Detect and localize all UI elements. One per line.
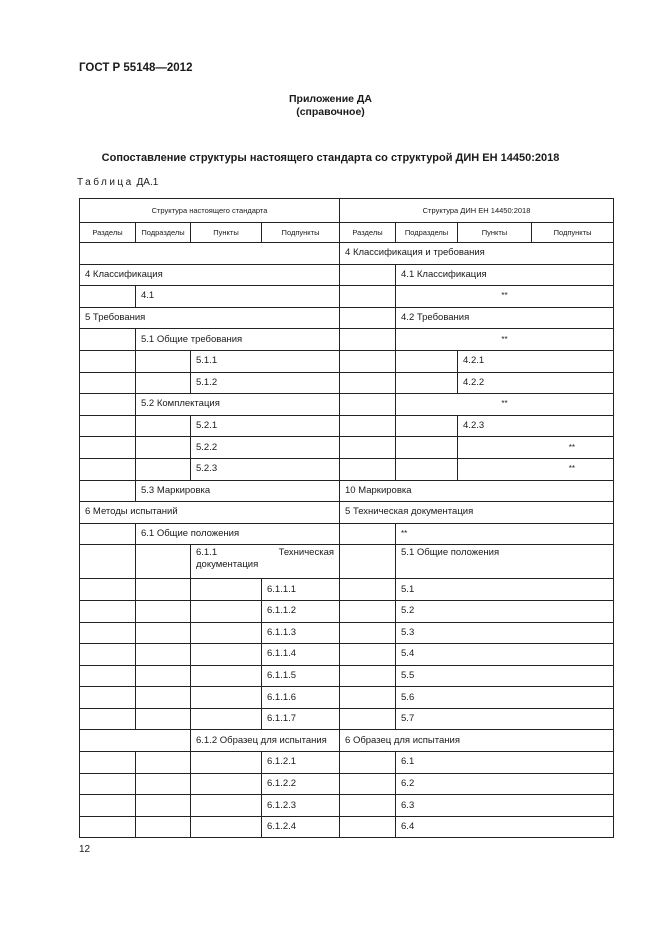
- empty-cell: [396, 437, 458, 459]
- table-row: [80, 307, 614, 329]
- empty-cell: [136, 773, 191, 795]
- right-structure-cell: 5.2: [396, 600, 614, 622]
- empty-cell: [80, 752, 136, 774]
- left-structure-cell: 5.1.1: [191, 350, 340, 372]
- empty-cell: [191, 816, 262, 838]
- right-structure-cell: **: [396, 523, 614, 545]
- empty-cell: [136, 644, 191, 666]
- left-structure-cell: 6.1.1.4: [262, 644, 340, 666]
- table-row: [80, 545, 614, 579]
- right-structure-cell: 5.5: [396, 665, 614, 687]
- left-structure-cell: 6.1.2.4: [262, 816, 340, 838]
- empty-cell: [340, 687, 396, 709]
- table-row: [80, 437, 614, 459]
- empty-cell: [340, 795, 396, 817]
- left-structure-cell: 6.1.2 Образец для испытания: [191, 730, 340, 752]
- empty-cell: [191, 752, 262, 774]
- empty-cell: [80, 665, 136, 687]
- right-structure-cell: 6 Образец для испытания: [340, 730, 614, 752]
- empty-cell: [340, 350, 396, 372]
- table-row: [80, 243, 614, 265]
- left-structure-cell: 6.1.1.5: [262, 665, 340, 687]
- empty-cell: [80, 437, 136, 459]
- empty-cell: [191, 665, 262, 687]
- table-row: [80, 523, 614, 545]
- col-subclauses-left: Подпункты: [262, 223, 340, 243]
- empty-cell: [80, 415, 136, 437]
- empty-cell: [191, 579, 262, 601]
- empty-cell: [191, 622, 262, 644]
- table-row: [80, 372, 614, 394]
- empty-cell: [340, 752, 396, 774]
- table-row: [80, 502, 614, 524]
- empty-cell: [136, 372, 191, 394]
- left-structure-cell: 6.1.2.3: [262, 795, 340, 817]
- empty-cell: [136, 665, 191, 687]
- right-structure-cell: 5.4: [396, 644, 614, 666]
- table-row: [80, 394, 614, 416]
- left-structure-cell: 4.1: [136, 286, 340, 308]
- empty-cell: [340, 708, 396, 730]
- right-structure-cell: 5.7: [396, 708, 614, 730]
- empty-cell: [136, 458, 191, 480]
- empty-cell: [136, 415, 191, 437]
- right-structure-cell: 4.2 Требования: [396, 307, 614, 329]
- table-subheader-row: [80, 223, 614, 243]
- table-label: [77, 177, 158, 188]
- right-structure-cell: **: [396, 394, 614, 416]
- empty-cell: [80, 545, 136, 579]
- left-structure-cell: 5.2.2: [191, 437, 340, 459]
- empty-cell: [80, 708, 136, 730]
- empty-cell: [340, 264, 396, 286]
- table-row: [80, 622, 614, 644]
- right-structure-cell: **: [396, 286, 614, 308]
- col-sections-left: Разделы: [80, 223, 136, 243]
- empty-cell: [340, 394, 396, 416]
- empty-cell: [136, 795, 191, 817]
- empty-cell: [80, 523, 136, 545]
- empty-cell: [191, 795, 262, 817]
- left-structure-cell: 6.1.2.2: [262, 773, 340, 795]
- empty-cell: [191, 708, 262, 730]
- comparison-table: [79, 198, 614, 838]
- right-structure-cell: 4.2.3: [458, 415, 614, 437]
- empty-cell: [80, 600, 136, 622]
- table-row: [80, 644, 614, 666]
- left-structure-cell: 6 Методы испытаний: [80, 502, 340, 524]
- left-structure-cell: 6.1.1.7: [262, 708, 340, 730]
- empty-cell: [191, 687, 262, 709]
- empty-cell: [80, 730, 191, 752]
- table-row: [80, 708, 614, 730]
- right-structure-header: Структура ДИН ЕН 14450:2018: [340, 199, 614, 223]
- left-structure-cell: 5.2.1: [191, 415, 340, 437]
- col-clauses-left: Пункты: [191, 223, 262, 243]
- empty-cell: [80, 372, 136, 394]
- table-label-word: Таблица: [77, 177, 134, 188]
- document-header: ГОСТ Р 55148—2012: [79, 62, 193, 74]
- left-structure-cell: 6.1 Общие положения: [136, 523, 340, 545]
- empty-cell: [80, 622, 136, 644]
- left-structure-cell: 5.1.2: [191, 372, 340, 394]
- empty-cell: [136, 752, 191, 774]
- page-number: 12: [79, 844, 91, 855]
- empty-cell: [340, 415, 396, 437]
- table-body: [80, 199, 614, 838]
- empty-cell: [80, 773, 136, 795]
- table-row: [80, 773, 614, 795]
- col-sections-right: Разделы: [340, 223, 396, 243]
- empty-cell: [340, 286, 396, 308]
- empty-cell: [191, 644, 262, 666]
- table-row: [80, 600, 614, 622]
- empty-cell: [80, 644, 136, 666]
- table-row: [80, 458, 614, 480]
- section-title: Сопоставление структуры настоящего стандарта со структурой ДИН ЕН 14450:2018: [101, 152, 560, 164]
- right-structure-cell: 6.2: [396, 773, 614, 795]
- right-structure-cell: **: [458, 437, 614, 459]
- empty-cell: [340, 665, 396, 687]
- empty-cell: [340, 307, 396, 329]
- empty-cell: [191, 773, 262, 795]
- table-row: [80, 329, 614, 351]
- empty-cell: [340, 644, 396, 666]
- empty-cell: [80, 579, 136, 601]
- left-structure-header: Структура настоящего стандарта: [80, 199, 340, 223]
- table-label-number: ДА.1: [136, 177, 159, 188]
- empty-cell: [396, 415, 458, 437]
- right-structure-cell: 6.1: [396, 752, 614, 774]
- empty-cell: [136, 545, 191, 579]
- empty-cell: [396, 372, 458, 394]
- table-header-row: [80, 199, 614, 223]
- table-row: [80, 752, 614, 774]
- table-row: [80, 665, 614, 687]
- empty-cell: [340, 523, 396, 545]
- empty-cell: [340, 437, 396, 459]
- empty-cell: [340, 622, 396, 644]
- empty-cell: [340, 579, 396, 601]
- table-row: [80, 264, 614, 286]
- empty-cell: [80, 816, 136, 838]
- empty-cell: [340, 600, 396, 622]
- empty-cell: [136, 622, 191, 644]
- right-structure-cell: 6.4: [396, 816, 614, 838]
- col-clauses-right: Пункты: [458, 223, 532, 243]
- right-structure-cell: 5.1: [396, 579, 614, 601]
- appendix-subtitle: (справочное): [296, 106, 365, 118]
- table-row: [80, 730, 614, 752]
- empty-cell: [340, 458, 396, 480]
- empty-cell: [396, 350, 458, 372]
- empty-cell: [80, 350, 136, 372]
- col-subsections-left: Подразделы: [136, 223, 191, 243]
- left-structure-cell: 5.1 Общие требования: [136, 329, 340, 351]
- left-structure-cell: 6.1.1 Техническая документация: [191, 545, 340, 579]
- right-structure-cell: **: [458, 458, 614, 480]
- empty-cell: [136, 600, 191, 622]
- col-subsections-right: Подразделы: [396, 223, 458, 243]
- right-structure-cell: 5.1 Общие положения: [396, 545, 614, 579]
- empty-cell: [340, 816, 396, 838]
- empty-cell: [80, 687, 136, 709]
- table-row: [80, 415, 614, 437]
- empty-cell: [80, 243, 340, 265]
- left-structure-cell: 6.1.1.3: [262, 622, 340, 644]
- right-structure-cell: 5.6: [396, 687, 614, 709]
- empty-cell: [340, 773, 396, 795]
- empty-cell: [340, 545, 396, 579]
- empty-cell: [136, 437, 191, 459]
- right-structure-cell: 4.1 Классификация: [396, 264, 614, 286]
- table-row: [80, 795, 614, 817]
- right-structure-cell: 10 Маркировка: [340, 480, 614, 502]
- left-structure-cell: 6.1.2.1: [262, 752, 340, 774]
- right-structure-cell: 4.2.2: [458, 372, 614, 394]
- empty-cell: [340, 329, 396, 351]
- table-row: [80, 480, 614, 502]
- empty-cell: [136, 708, 191, 730]
- table-row: [80, 579, 614, 601]
- table-row: [80, 816, 614, 838]
- empty-cell: [80, 286, 136, 308]
- empty-cell: [340, 372, 396, 394]
- empty-cell: [136, 579, 191, 601]
- empty-cell: [396, 458, 458, 480]
- empty-cell: [80, 394, 136, 416]
- right-structure-cell: 4 Классификация и требования: [340, 243, 614, 265]
- right-structure-cell: **: [396, 329, 614, 351]
- right-structure-cell: 5 Техническая документация: [340, 502, 614, 524]
- table-row: [80, 687, 614, 709]
- right-structure-cell: 6.3: [396, 795, 614, 817]
- right-structure-cell: 4.2.1: [458, 350, 614, 372]
- empty-cell: [80, 795, 136, 817]
- left-structure-cell: 5.2.3: [191, 458, 340, 480]
- empty-cell: [80, 329, 136, 351]
- table-row: [80, 350, 614, 372]
- appendix-title: Приложение ДА: [289, 93, 372, 105]
- left-structure-cell: 6.1.1.2: [262, 600, 340, 622]
- left-structure-cell: 5 Требования: [80, 307, 340, 329]
- left-structure-cell: 6.1.1.1: [262, 579, 340, 601]
- left-structure-cell: 4 Классификация: [80, 264, 340, 286]
- left-structure-cell: 5.2 Комплектация: [136, 394, 340, 416]
- right-structure-cell: 5.3: [396, 622, 614, 644]
- empty-cell: [136, 687, 191, 709]
- left-structure-cell: 5.3 Маркировка: [136, 480, 340, 502]
- empty-cell: [191, 600, 262, 622]
- table-row: [80, 286, 614, 308]
- left-structure-cell: 6.1.1.6: [262, 687, 340, 709]
- col-subclauses-right: Подпункты: [532, 223, 614, 243]
- empty-cell: [80, 458, 136, 480]
- empty-cell: [136, 350, 191, 372]
- empty-cell: [136, 816, 191, 838]
- empty-cell: [80, 480, 136, 502]
